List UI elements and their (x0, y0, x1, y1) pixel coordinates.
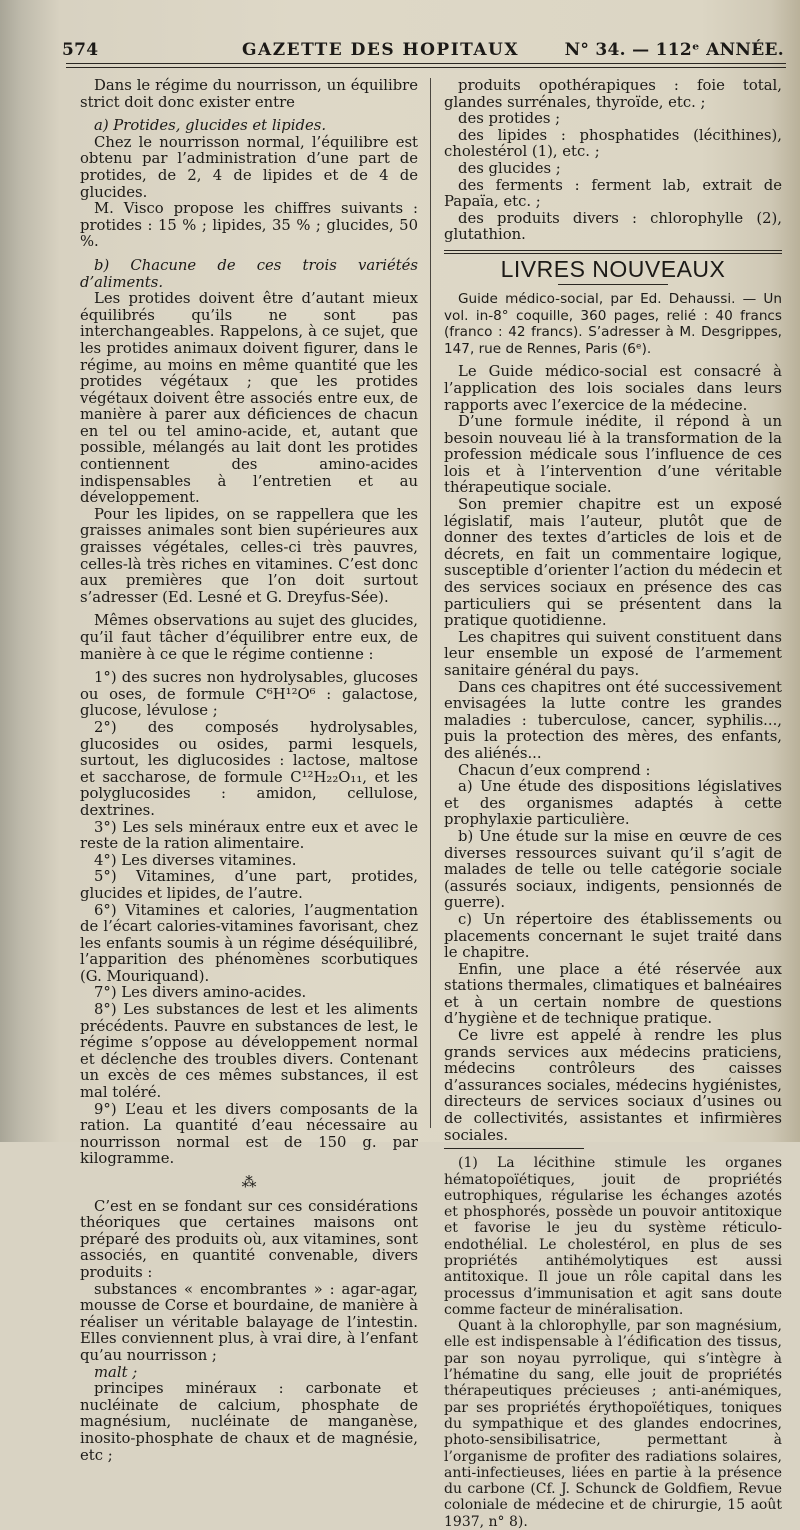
list-item: a) Une étude des dispositions législatives et des organismes adaptés à cette prophylaxie particulière. (444, 778, 782, 829)
footnote: (1) La lécithine stimule les organes hématopoïétiques, jouit de propriétés eutrophiques, régularise les échanges azotés et phosphorés, possède un pouvoir antitoxique et favorise le jeu du système réticulo-endothélial. Le cholestérol, en plus de ses propriétés antihémolytiques est aussi antitoxique. Il joue un rôle capital dans les processus d’immunisation et agit sans doute comme facteur de minéralisation. (444, 1155, 782, 1318)
list-item: des glucides ; (458, 159, 561, 177)
paragraph: Les chapitres qui suivent constituent dans leur ensemble un exposé de l’armement sanitaire général du pays. (444, 628, 782, 679)
header-rule (66, 63, 786, 64)
paragraph: Mêmes observations au sujet des glucides, qu’il faut tâcher d’équilibrer entre eux, de manière à ce que le régime contienne : (80, 612, 418, 663)
section-rule (444, 250, 782, 254)
list-item: 7°) Les divers amino-acides. (94, 984, 307, 1002)
list-item: malt ; (94, 1363, 138, 1381)
list-item: 5°) Vitamines, d’une part, protides, glucides et lipides, de l’autre. (80, 868, 418, 902)
list-item: substances « encombrantes » : agar-agar, mousse de Corse et bourdaine, de manière à réaliser un véritable balayage de l’intestin. Elles conviennent plus, à vrai dire, à l’enfant qu’au nourrisson ; (80, 1280, 418, 1364)
list-item: b) Une étude sur la mise en œuvre de ces diverses ressources suivant qu’il s’agit de malades de telle ou telle catégorie sociale (assurés sociaux, indigents, pensionnés de guerre). (444, 827, 782, 912)
right-column (444, 78, 782, 1530)
paragraph: Le Guide médico-social est consacré à l’application des lois sociales dans leurs rapports avec l’exercice de la médecine. (444, 363, 782, 414)
journal-title: GAZETTE DES HOPITAUX (242, 40, 520, 60)
subheading: b) Chacune de ces trois variétés d’aliments. (80, 256, 418, 291)
book-entry: Guide médico-social, par Ed. Dehaussi. — Un vol. in-8° coquille, 360 pages, relié : 40 francs (franco : 42 francs). S’adresser à M. Desgrippes, 147, rue de Rennes, Paris (6ᵉ). (444, 290, 782, 357)
list-item: des produits divers : chlorophylle (2), glutathion. (444, 209, 782, 244)
paragraph: Les protides doivent être d’autant mieux équilibrés qu’ils ne sont pas interchangeables. Rappelons, à ce sujet, que les protides animaux doivent figurer, dans le régime, au moins en même quantité que les protides végétaux ; que les protides végétaux doivent être associés entre eux, de manière à parer aux déficiences de chacun en tel ou tel amino-acide, et, autant que possible, mélangés au lait dont les protides contiennent des amino-acides indispensables à l’entretien et au développement. (80, 290, 418, 507)
left-column (80, 78, 418, 1464)
list-item: c) Un répertoire des établissements ou placements concernant le sujet traité dans le chapitre. (444, 910, 782, 962)
list-item: 3°) Les sels minéraux entre eux et avec le reste de la ration alimentaire. (80, 818, 418, 853)
paragraph: Pour les lipides, on se rappellera que les graisses animales sont bien supérieures aux graisses végétales, celles-ci très pauvres, celles-là très riches en vitamines. C’est donc aux premières que l’on doit surtout s’adresser (Ed. Lesné et G. Dreyfus-Sée). (80, 505, 418, 606)
paragraph: Dans ces chapitres ont été successivement envisagées la lutte contre les grandes maladies : tuberculose, cancer, syphilis..., puis la protection des mères, des enfants, des aliénés... (444, 678, 782, 762)
list-item: 4°) Les diverses vitamines. (94, 851, 297, 869)
footnote-rule (444, 1148, 584, 1149)
list-item: 1°) des sucres non hydrolysables, glucoses ou oses, de formule C⁶H¹²O⁶ : galactose, glucose, lévulose ; (80, 669, 418, 720)
footnote: Quant à la chlorophylle, par son magnésium, elle est indispensable à l’édification des tissus, par son noyau pyrrolique, qui s’intègre à l’hématine du sang, elle jouit de propriétés thérapeutiques précieuses ; anti-anémiques, par ses propriétés érythopoïétiques, toniques du sympathique et des glandes endocrines, photo-sensibilisatrice, permettant à l’organisme de profiter des radiations solaires, anti-infectieuses, liées en partie à la présence du carbone (Cf. J. Schunck de Goldfiem, Revue coloniale de médecine et de chirurgie, 15 août 1937, n° 8). (444, 1318, 782, 1530)
list-item: 2°) des composés hydrolysables, glucosides ou osides, parmi lesquels, surtout, les diglucosides : lactose, maltose et saccharose, de formule C¹²H₂₂O₁₁, et les polyglucosides : amidon, cellulose, dextrines. (80, 718, 418, 819)
page-header (62, 40, 784, 62)
list-item: des lipides : phosphatides (lécithines), cholestérol (1), etc. ; (444, 126, 782, 161)
page-number: 574 (62, 40, 99, 60)
list-item: 8°) Les substances de lest et les aliments précédents. Pauvre en substances de lest, le régime s’oppose au développement normal et déclenche des troubles divers. Contenant un excès de ces mêmes substances, il est mal toléré. (80, 1001, 418, 1102)
title-underline (558, 284, 668, 285)
paragraph: Son premier chapitre est un exposé législatif, mais l’auteur, plutôt que de donner des textes d’articles de lois et de décrets, en fait un commentaire logique, susceptible d’orienter l’action du médecin et des services sociaux en présence des cas particuliers qui se présentent dans la pratique quotidienne. (444, 496, 782, 630)
list-item: principes minéraux : carbonate et nucléinate de calcium, phosphate de magnésium, nucléinate de manganèse, inosito-phosphate de chaux et de magnésie, etc ; (80, 1380, 418, 1464)
paragraph: M. Visco propose les chiffres suivants : protides : 15 % ; lipides, 35 % ; glucides, 50 %. (80, 200, 418, 251)
list-item: des protides ; (458, 110, 561, 128)
paragraph: Chez le nourrisson normal, l’équilibre est obtenu par l’administration d’une part de protides, de 2, 4 de lipides et de 4 de glucides. (80, 133, 418, 201)
paragraph: D’une formule inédite, il répond à un besoin nouveau lié à la transformation de la profession médicale sous l’influence de ces lois et à l’intervention d’une véritable thérapeutique sociale. (444, 413, 782, 497)
paragraph: Enfin, une place a été réservée aux stations thermales, climatiques et balnéaires et à un certain nombre de questions d’hygiène et de technique pratique. (444, 960, 782, 1028)
issue-number: N° 34. — 112ᵉ ANNÉE. (564, 40, 784, 60)
subheading: a) Protides, glucides et lipides. (94, 117, 327, 135)
paragraph: Dans le régime du nourrisson, un équilibre strict doit donc exister entre (80, 77, 418, 111)
paragraph: C’est en se fondant sur ces considérations théoriques que certaines maisons ont préparé des produits où, aux vitamines, sont associés, en quantité convenable, divers produits : (80, 1197, 418, 1281)
section-title: LIVRES NOUVEAUX (500, 255, 726, 282)
paragraph: Ce livre est appelé à rendre les plus grands services aux médecins praticiens, médecins contrôleurs des caisses d’assurances sociales, médecins hygiénistes, directeurs de services sociaux d’usines ou de collectivités, assistantes et infirmières sociales. (444, 1027, 782, 1144)
column-divider (430, 78, 431, 1128)
list-item: produits opothérapiques : foie total, glandes surrénales, thyroïde, etc. ; (444, 77, 782, 111)
list-item: 9°) L’eau et les divers composants de la ration. La quantité d’eau nécessaire au nourrisson normal est de 150 g. par kilogramme. (80, 1100, 418, 1168)
asterism: ⁂ (241, 1174, 257, 1191)
list-item: 6°) Vitamines et calories, l’augmentation de l’écart calories-vitamines favorisant, chez les enfants soumis à un régime déséquilibré, l’apparition des phénomènes scorbutiques (G. Mouriquand). (80, 901, 418, 985)
paragraph: Chacun d’eux comprend : (458, 761, 651, 779)
list-item: des ferments : ferment lab, extrait de Papaïa, etc. ; (444, 176, 782, 211)
header-rule-2 (66, 67, 786, 68)
